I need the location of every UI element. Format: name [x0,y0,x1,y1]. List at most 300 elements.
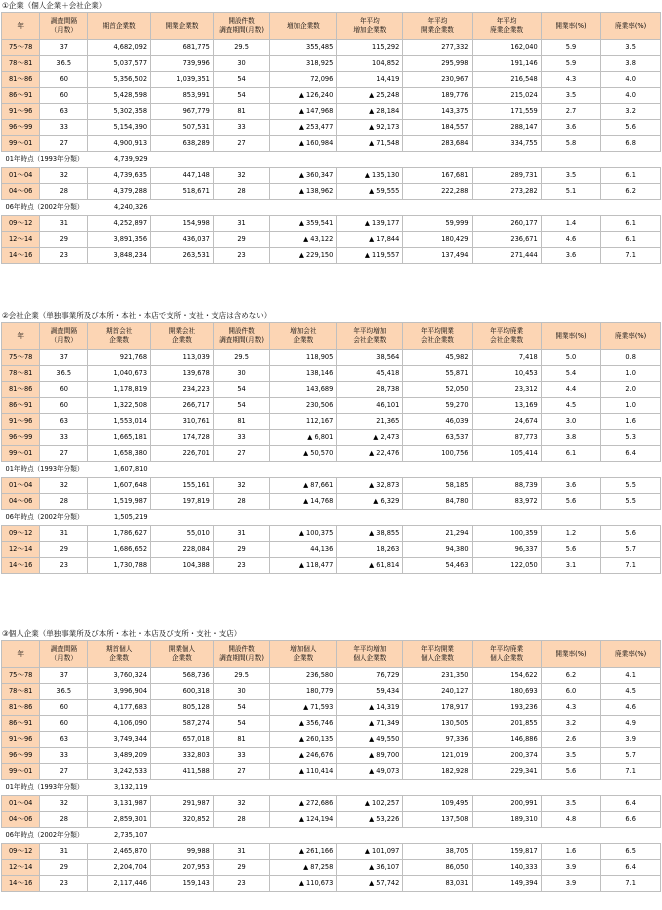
table-cell: 5.6 [541,764,601,780]
table-cell: 197,819 [151,494,214,510]
table-cell: 29 [213,232,269,248]
table-cell: ▲ 43,122 [270,232,337,248]
column-header: 年平均廃業 会社企業数 [472,323,541,350]
column-header: 年 [2,13,40,40]
table-cell: 6.2 [541,668,601,684]
table-cell: 36.5 [40,366,88,382]
table-cell: 32 [213,478,269,494]
table-cell: 137,494 [403,248,472,264]
table-cell: 31 [213,526,269,542]
period-cell: 09～12 [2,216,40,232]
table-cell: 154,998 [151,216,214,232]
note-spacer [151,462,661,478]
classification-base-count: 4,240,326 [88,200,151,216]
table-cell: 263,531 [151,248,214,264]
table-row [2,120,661,136]
table-cell: 28 [40,494,88,510]
period-cell: 12～14 [2,860,40,876]
table-cell: 138,146 [270,366,337,382]
table-row [2,232,661,248]
period-cell: 99～01 [2,446,40,462]
table-cell: 2.0 [601,382,661,398]
period-cell: 78～81 [2,56,40,72]
table-cell: 5,037,577 [88,56,151,72]
column-header: 年平均増加 個人企業数 [337,641,403,668]
table-cell: 44,136 [270,542,337,558]
table-cell: 139,678 [151,366,214,382]
table-cell: 100,756 [403,446,472,462]
table-cell: 201,855 [472,716,541,732]
table-cell: 1.6 [541,844,601,860]
table-cell: 60 [40,398,88,414]
table-cell: 411,588 [151,764,214,780]
classification-note-row [2,780,661,796]
table-cell: 3.9 [601,732,661,748]
table-cell: 853,991 [151,88,214,104]
period-cell: 01～04 [2,478,40,494]
period-cell: 91～96 [2,414,40,430]
table-cell: 58,185 [403,478,472,494]
table-cell: 32 [213,168,269,184]
table-cell: 5,154,390 [88,120,151,136]
column-header: 開設件数 調査期間(月数) [213,641,269,668]
table-cell: 4.5 [541,398,601,414]
table-cell: 3,242,533 [88,764,151,780]
table-cell: 236,580 [270,668,337,684]
table-cell: 189,310 [472,812,541,828]
table-cell: 31 [40,216,88,232]
table-cell: 54 [213,716,269,732]
classification-note-row [2,152,661,168]
data-table [1,640,661,892]
table-cell: 63 [40,414,88,430]
table-cell: ▲ 261,166 [270,844,337,860]
table-cell: 154,622 [472,668,541,684]
classification-note-row [2,828,661,844]
table-cell: 94,380 [403,542,472,558]
table-cell: 21,294 [403,526,472,542]
table-row [2,168,661,184]
table-cell: 46,101 [337,398,403,414]
table-cell: 32 [40,168,88,184]
note-spacer [151,828,661,844]
table-cell: 4.3 [541,700,601,716]
table-cell: 59,270 [403,398,472,414]
table-cell: ▲ 25,248 [337,88,403,104]
table-cell: ▲ 229,150 [270,248,337,264]
table-row [2,216,661,232]
column-header: 廃業率(%) [601,13,661,40]
table-row [2,526,661,542]
column-header: 開設件数 調査期間(月数) [213,13,269,40]
note-spacer [151,780,661,796]
table-row [2,860,661,876]
table-body [2,350,661,574]
table-row [2,494,661,510]
table-cell: 4.1 [601,668,661,684]
column-header: 調査間隔 （月数） [40,13,88,40]
table-cell: 143,689 [270,382,337,398]
table-row [2,478,661,494]
table-cell: ▲ 89,700 [337,748,403,764]
table-cell: 46,039 [403,414,472,430]
table-cell: 4,252,897 [88,216,151,232]
table-cell: ▲ 253,477 [270,120,337,136]
table-cell: 27 [40,446,88,462]
table-cell: 29.5 [213,40,269,56]
table-cell: 1,040,673 [88,366,151,382]
table-cell: 3.6 [541,120,601,136]
table-row [2,748,661,764]
table-cell: 291,987 [151,796,214,812]
table-cell: 4.0 [601,72,661,88]
table-cell: 45,982 [403,350,472,366]
table-cell: 3.5 [541,168,601,184]
table-cell: 5.6 [601,120,661,136]
table-cell: 121,019 [403,748,472,764]
period-cell: 14～16 [2,558,40,574]
period-cell: 81～86 [2,700,40,716]
table-cell: 260,177 [472,216,541,232]
table-cell: 4,739,635 [88,168,151,184]
table-cell: 4.8 [541,812,601,828]
table-cell: 2,204,704 [88,860,151,876]
table-cell: 28,738 [337,382,403,398]
table-cell: 122,050 [472,558,541,574]
table-cell: 6.4 [601,860,661,876]
table-cell: ▲ 135,130 [337,168,403,184]
table-cell: 37 [40,40,88,56]
table-cell: 216,548 [472,72,541,88]
table-cell: ▲ 14,768 [270,494,337,510]
table-cell: 55,871 [403,366,472,382]
table-row [2,812,661,828]
table-cell: ▲ 160,984 [270,136,337,152]
table-cell: 59,999 [403,216,472,232]
table-cell: 518,671 [151,184,214,200]
table-cell: 31 [213,216,269,232]
table-row [2,366,661,382]
table-cell: ▲ 102,257 [337,796,403,812]
column-header: 開業個人 企業数 [151,641,214,668]
table-cell: 4,106,090 [88,716,151,732]
period-cell: 14～16 [2,248,40,264]
column-header: 年平均開業 個人企業数 [403,641,472,668]
table-cell: 38,564 [337,350,403,366]
table-row [2,104,661,120]
table-cell: 60 [40,716,88,732]
table-cell: 30 [213,684,269,700]
table-cell: 288,147 [472,120,541,136]
table-cell: 76,729 [337,668,403,684]
table-cell: 228,084 [151,542,214,558]
table-cell: 149,394 [472,876,541,892]
table-cell: 226,701 [151,446,214,462]
table-cell: 13,169 [472,398,541,414]
table-cell: 27 [213,136,269,152]
table-cell: 4,900,913 [88,136,151,152]
section-all-enterprises [0,0,662,264]
table-cell: 3.5 [541,796,601,812]
period-cell: 01～04 [2,168,40,184]
table-cell: 7.1 [601,558,661,574]
table-cell: ▲ 71,548 [337,136,403,152]
table-cell: ▲ 2,473 [337,430,403,446]
table-cell: 277,332 [403,40,472,56]
column-header: 開業会社 企業数 [151,323,214,350]
column-header: 廃業率(%) [601,641,661,668]
table-cell: 318,925 [270,56,337,72]
table-cell: 6.8 [601,136,661,152]
table-cell: 29 [40,542,88,558]
table-row [2,184,661,200]
table-cell: 1,178,819 [88,382,151,398]
table-cell: 52,050 [403,382,472,398]
table-cell: 5.5 [601,494,661,510]
table-cell: ▲ 28,184 [337,104,403,120]
table-cell: 6.4 [601,446,661,462]
period-cell: 91～96 [2,104,40,120]
table-cell: 3,848,234 [88,248,151,264]
table-cell: 33 [213,430,269,446]
column-header: 調査間隔 （月数） [40,323,88,350]
period-cell: 12～14 [2,542,40,558]
table-cell: 178,917 [403,700,472,716]
section-individual-enterprises [0,628,662,892]
header-row [2,641,661,668]
table-cell: 32 [40,478,88,494]
classification-note: 01年時点（1993年分類） [2,152,88,168]
table-row [2,382,661,398]
table-cell: 189,776 [403,88,472,104]
table-cell: 3.5 [601,40,661,56]
table-cell: ▲ 126,240 [270,88,337,104]
column-header: 年 [2,323,40,350]
table-cell: 5,302,358 [88,104,151,120]
table-cell: 54 [213,72,269,88]
table-cell: 112,167 [270,414,337,430]
table-cell: 334,755 [472,136,541,152]
table-cell: ▲ 118,477 [270,558,337,574]
table-cell: 5.6 [601,526,661,542]
table-cell: 27 [40,136,88,152]
table-cell: 33 [40,430,88,446]
table-cell: 21,365 [337,414,403,430]
column-header: 年平均 開業企業数 [403,13,472,40]
period-cell: 99～01 [2,764,40,780]
period-cell: 09～12 [2,526,40,542]
table-cell: 921,768 [88,350,151,366]
table-cell: 4.3 [541,72,601,88]
table-cell: 104,852 [337,56,403,72]
table-cell: 1,039,351 [151,72,214,88]
table-cell: ▲ 147,968 [270,104,337,120]
period-cell: 12～14 [2,232,40,248]
table-cell: 4,177,683 [88,700,151,716]
table-cell: 184,557 [403,120,472,136]
table-cell: 1.2 [541,526,601,542]
column-header: 年平均 廃業企業数 [472,13,541,40]
table-cell: 600,318 [151,684,214,700]
table-row [2,88,661,104]
column-header: 調査間隔 （月数） [40,641,88,668]
table-cell: 215,024 [472,88,541,104]
table-cell: 59,434 [337,684,403,700]
table-cell: 159,817 [472,844,541,860]
table-cell: 1,553,014 [88,414,151,430]
table-cell: 2,465,870 [88,844,151,860]
table-cell: 6.6 [601,812,661,828]
table-cell: 3,749,344 [88,732,151,748]
table-cell: 5.4 [541,366,601,382]
table-cell: 29 [213,542,269,558]
table-cell: 3,489,209 [88,748,151,764]
period-cell: 75～78 [2,668,40,684]
table-cell: 295,998 [403,56,472,72]
table-cell: 54 [213,88,269,104]
table-cell: 3.5 [541,88,601,104]
table-cell: ▲ 61,814 [337,558,403,574]
period-cell: 09～12 [2,844,40,860]
table-cell: 200,991 [472,796,541,812]
table-cell: 4,682,092 [88,40,151,56]
table-cell: 118,905 [270,350,337,366]
column-header: 増加個人 企業数 [270,641,337,668]
table-cell: 2,859,301 [88,812,151,828]
table-cell: 3.9 [541,860,601,876]
table-cell: 54 [213,398,269,414]
table-cell: 54 [213,382,269,398]
table-cell: 45,418 [337,366,403,382]
table-cell: 681,775 [151,40,214,56]
table-body [2,668,661,892]
table-cell: 31 [213,844,269,860]
period-cell: 81～86 [2,72,40,88]
column-header: 年平均廃業 個人企業数 [472,641,541,668]
table-cell: 155,161 [151,478,214,494]
table-cell: 162,040 [472,40,541,56]
table-row [2,72,661,88]
table-cell: 6.2 [601,184,661,200]
table-cell: 5.7 [601,542,661,558]
table-cell: 4.4 [541,382,601,398]
table-cell: 167,681 [403,168,472,184]
table-cell: 28 [213,494,269,510]
column-header: 廃業率(%) [601,323,661,350]
table-cell: 2,117,446 [88,876,151,892]
table-cell: 5.3 [601,430,661,446]
table-cell: 266,717 [151,398,214,414]
table-cell: 146,886 [472,732,541,748]
table-cell: ▲ 38,855 [337,526,403,542]
table-cell: 100,359 [472,526,541,542]
column-header: 開業率(%) [541,13,601,40]
table-cell: ▲ 36,107 [337,860,403,876]
table-cell: 7.1 [601,876,661,892]
table-cell: 60 [40,382,88,398]
period-cell: 75～78 [2,350,40,366]
table-cell: 29 [213,860,269,876]
table-cell: 4,379,288 [88,184,151,200]
table-cell: ▲ 57,742 [337,876,403,892]
period-cell: 04～06 [2,812,40,828]
table-cell: ▲ 356,746 [270,716,337,732]
table-row [2,732,661,748]
classification-note: 01年時点（1993年分類） [2,780,88,796]
table-cell: ▲ 32,873 [337,478,403,494]
table-cell: 32 [40,796,88,812]
period-cell: 14～16 [2,876,40,892]
table-cell: ▲ 49,073 [337,764,403,780]
table-cell: 4.0 [601,88,661,104]
table-cell: 229,341 [472,764,541,780]
column-header: 期首会社 企業数 [88,323,151,350]
section-company-enterprises [0,310,662,574]
table-cell: 5.7 [601,748,661,764]
table-cell: 191,146 [472,56,541,72]
table-cell: 805,128 [151,700,214,716]
table-cell: 1,322,508 [88,398,151,414]
table-cell: 81 [213,104,269,120]
table-cell: 5.6 [541,494,601,510]
table-row [2,430,661,446]
table-cell: 207,953 [151,860,214,876]
classification-base-count: 4,739,929 [88,152,151,168]
table-cell: 1.6 [601,414,661,430]
table-cell: 273,282 [472,184,541,200]
table-cell: 23 [40,558,88,574]
table-cell: 88,739 [472,478,541,494]
table-cell: 3,891,356 [88,232,151,248]
table-cell: 180,693 [472,684,541,700]
table-cell: ▲ 110,414 [270,764,337,780]
table-row [2,716,661,732]
table-cell: 283,684 [403,136,472,152]
table-row [2,56,661,72]
table-cell: ▲ 50,570 [270,446,337,462]
table-cell: 1,730,788 [88,558,151,574]
table-cell: 3.0 [541,414,601,430]
table-cell: 1,665,181 [88,430,151,446]
table-cell: ▲ 14,319 [337,700,403,716]
column-header: 開業企業数 [151,13,214,40]
section-title: ①企業（個人企業＋会社企業） [2,1,107,10]
table-cell: ▲ 6,801 [270,430,337,446]
table-cell: 105,414 [472,446,541,462]
table-cell: 28 [213,812,269,828]
header-row [2,13,661,40]
table-cell: 30 [213,56,269,72]
table-row [2,398,661,414]
table-cell: 60 [40,88,88,104]
table-cell: 113,039 [151,350,214,366]
table-cell: ▲ 100,375 [270,526,337,542]
table-cell: 4.6 [541,232,601,248]
period-cell: 86～91 [2,716,40,732]
table-cell: 4.6 [601,700,661,716]
table-cell: 29 [40,232,88,248]
table-cell: 4.9 [601,716,661,732]
table-cell: 5.9 [541,56,601,72]
table-cell: 29 [40,860,88,876]
table-cell: 1,686,652 [88,542,151,558]
table-cell: 99,988 [151,844,214,860]
table-row [2,40,661,56]
column-header: 年平均 増加企業数 [337,13,403,40]
note-spacer [151,510,661,526]
classification-note-row [2,510,661,526]
table-row [2,350,661,366]
